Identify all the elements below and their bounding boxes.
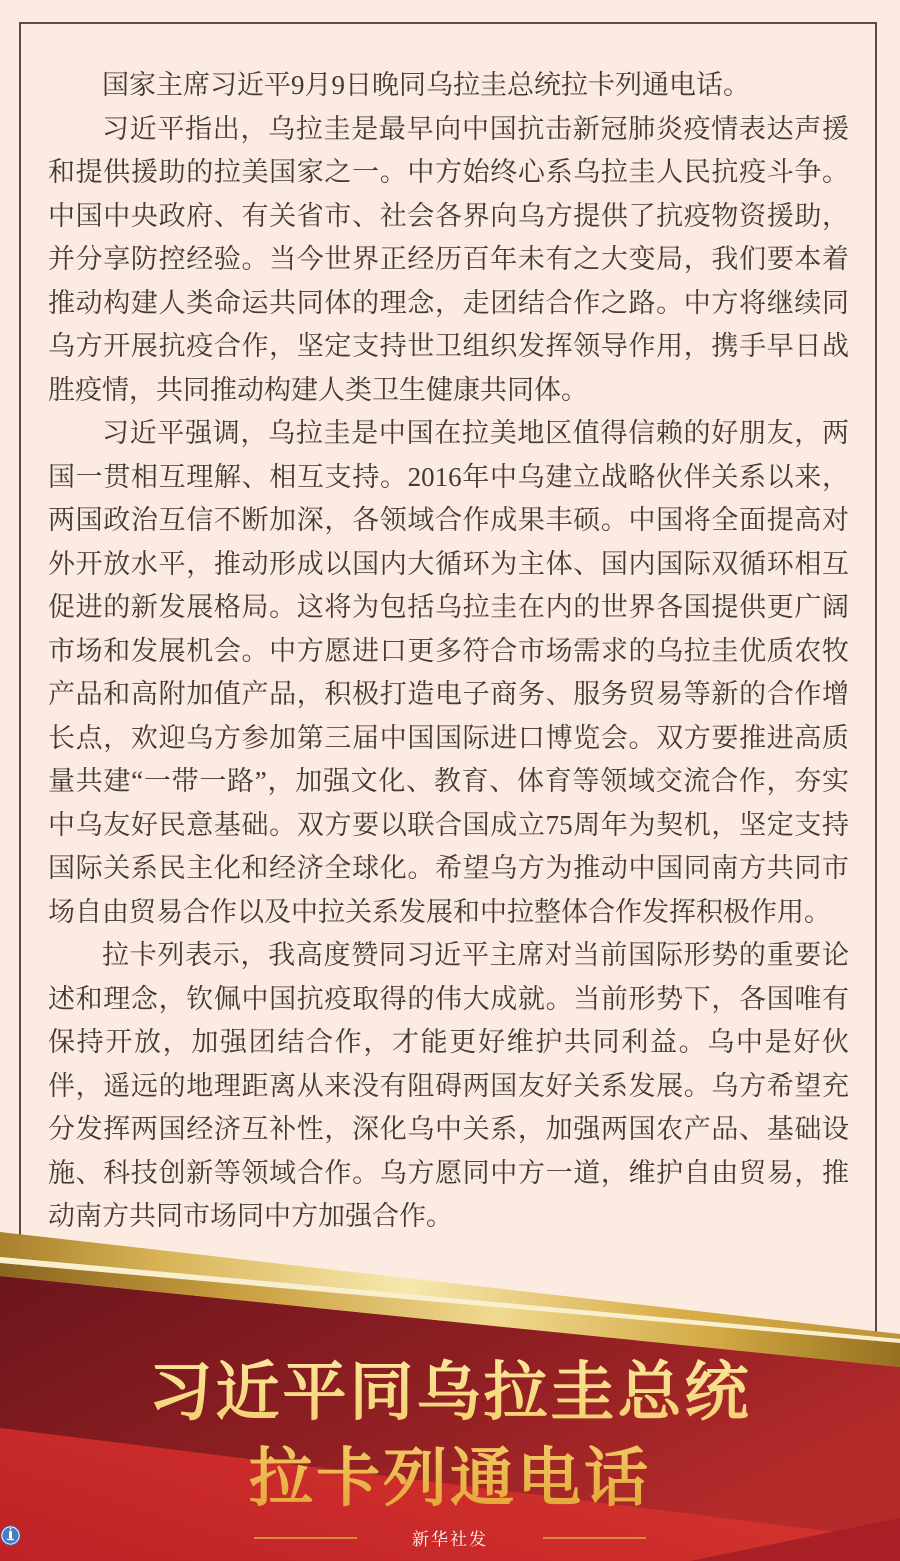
divider-line-right xyxy=(543,1537,646,1539)
credit-group xyxy=(412,1525,488,1550)
bottom-banner xyxy=(0,1200,900,1561)
paragraph: 拉卡列表示，我高度赞同习近平主席对当前国际形势的重要论述和理念，钦佩中国抗疫取得的伟大成就。当前形势下，各国唯有保持开放，加强团结合作，才能更好维护共同利益。乌中是好伙伴，遥远的地理距离从来没有阻碍两国友好关系发展。乌方希望充分发挥两国经济互补性，深化乌中关系，加强两国农产品、基础设施、科技创新等领域合作。乌方愿同中方一道，维护自由贸易，推动南方共同市场同中方加强合作。 xyxy=(48,940,849,1231)
banner-title xyxy=(0,1350,900,1522)
paragraph: 国家主席习近平9月9日晚同乌拉圭总统拉卡列通电话。 xyxy=(102,70,750,100)
xinhua-logo-icon xyxy=(0,1525,21,1546)
paragraph: 习近平强调，乌拉圭是中国在拉美地区值得信赖的好朋友，两国一贯相互理解、相互支持。2016年中乌建立战略伙伴关系以来，两国政治互信不断加深，各领域合作成果丰硕。中国将全面提高对外开放水平，推动形成以国内大循环为主体、国内国际双循环相互促进的新发展格局。这将为包括乌拉圭在内的世界各国提供更广阔市场和发展机会。中方愿进口更多符合市场需求的乌拉圭优质农牧产品和高附加值产品，积极打造电子商务、服务贸易等新的合作增长点，欢迎乌方参加第三届中国国际进口博览会。双方要推进高质量共建“一带一路”，加强文化、教育、体育等领域交流合作，夯实中乌友好民意基础。双方要以联合国成立75周年为契机，坚定支持国际关系民主化和经济全球化。希望乌方为推动中国同南方共同市场自由贸易合作以及中拉关系发展和中拉整体合作发挥积极作用。 xyxy=(48,418,849,927)
banner-title-line2: 拉卡列通电话 xyxy=(249,1443,651,1514)
banner-title-line1: 习近平同乌拉圭总统 xyxy=(148,1357,752,1428)
credit-row xyxy=(0,1525,900,1550)
article-body xyxy=(21,24,875,1239)
paragraph: 习近平指出，乌拉圭是最早向中国抗击新冠肺炎疫情表达声援和提供援助的拉美国家之一。中方始终心系乌拉圭人民抗疫斗争。中国中央政府、有关省市、社会各界向乌方提供了抗疫物资援助，并分享防控经验。当今世界正经历百年未有之大变局，我们要本着推动构建人类命运共同体的理念，走团结合作之路。中方将继续同乌方开展抗疫合作，坚定支持世卫组织发挥领导作用，携手早日战胜疫情，共同推动构建人类卫生健康共同体。 xyxy=(48,113,849,405)
credit-label: 新华社发 xyxy=(412,1530,488,1549)
divider-line-left xyxy=(254,1537,357,1539)
